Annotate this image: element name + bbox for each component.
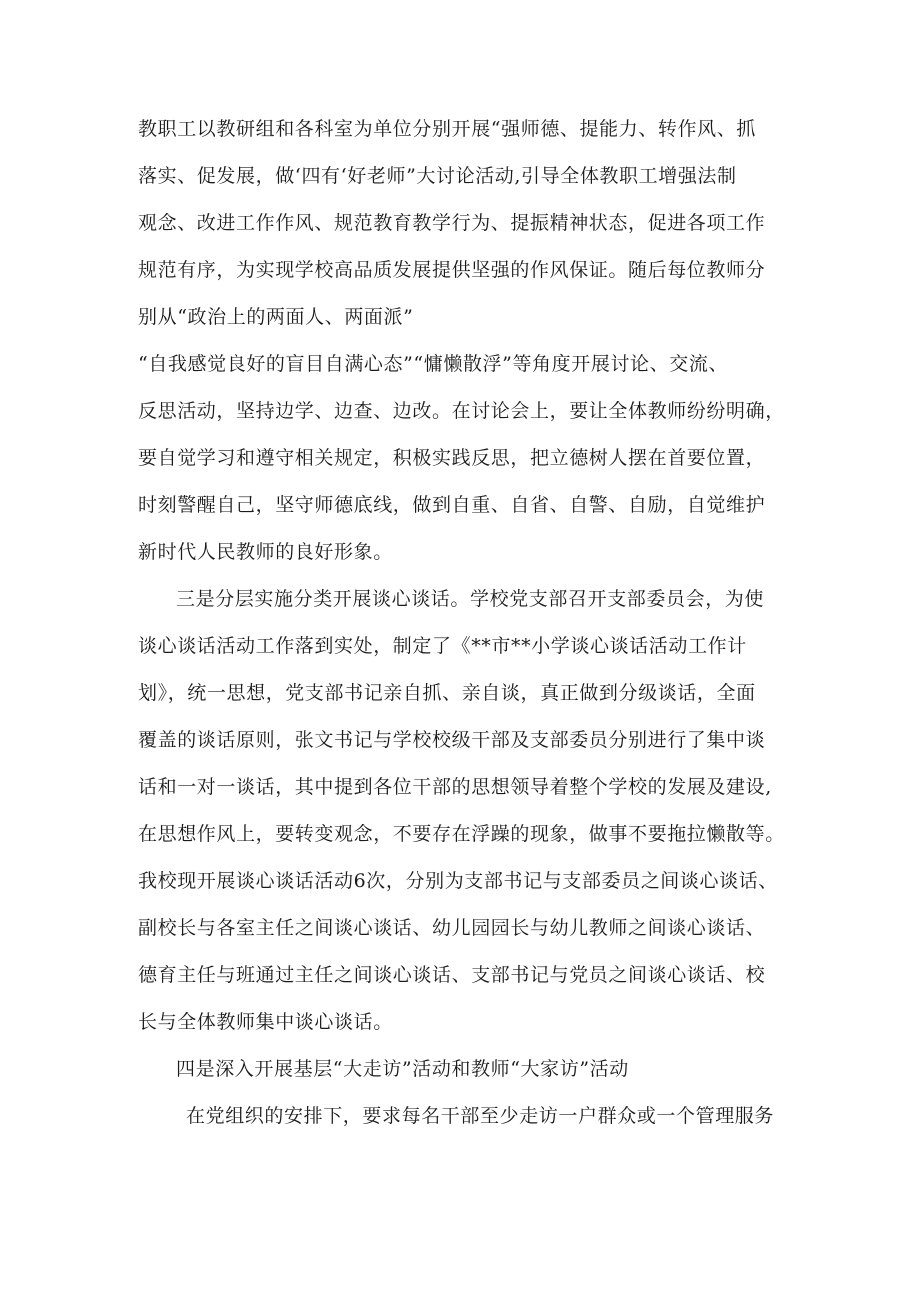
text-line-1: 教职工以教研组和各科室为单位分别开展“强师德、提能力、转作风、抓 <box>138 118 756 140</box>
text-line-19: 德育主任与班通过主任之间谈心谈话、支部书记与党员之间谈心谈话、校 <box>138 964 766 986</box>
text-line-3: 观念、改进工作作风、规范教育教学行为、提振精神状态，促进各项工作 <box>138 212 766 234</box>
text-line-2: 落实、促发展，做‘四有‘好老师”大讨论活动,引导全体教职工增强法制 <box>138 165 737 187</box>
text-line-17: 我校现开展谈心谈话活动6次，分别为支部书记与支部委员之间谈心谈话、 <box>138 870 778 892</box>
text-line-18: 副校长与各室主任之间谈心谈话、幼儿园园长与幼儿教师之间谈心谈话、 <box>138 917 766 939</box>
text-line-15: 话和一对一谈话，其中提到各位干部的思想领导着整个学校的发展及建设, <box>138 776 772 798</box>
text-line-13: 划》，统一思想，党支部书记亲自抓、亲自谈，真正做到分级谈话，全面 <box>138 682 756 704</box>
text-line-21: 四是深入开展基层“大走访”活动和教师“大家访”活动 <box>176 1058 629 1080</box>
text-line-14: 覆盖的谈话原则，张文书记与学校校级干部及支部委员分别进行了集中谈 <box>138 729 766 751</box>
text-line-11: 三是分层实施分类开展谈心谈话。学校党支部召开支部委员会，为使 <box>176 588 765 610</box>
text-line-12: 谈心谈话活动工作落到实处，制定了《**市**小学谈心谈话活动工作计 <box>138 635 747 657</box>
text-line-4: 规范有序，为实现学校高品质发展提供坚强的作风保证。随后每位教师分 <box>138 259 766 281</box>
text-line-7: 反思活动，坚持边学、边查、边改。在讨论会上，要让全体教师纷纷明确， <box>138 400 785 422</box>
text-line-22: 在党组织的安排下，要求每名干部至少走访一户群众或一个管理服务 <box>186 1105 775 1127</box>
text-line-16: 在思想作风上，要转变观念，不要存在浮躁的现象，做事不要拖拉懒散等。 <box>138 823 785 845</box>
text-line-9: 时刻警醒自己，坚守师德底线，做到自重、自省、自警、自励，自觉维护 <box>138 494 766 516</box>
text-line-10: 新时代人民教师的良好形象。 <box>138 541 393 563</box>
text-line-6: “自我感觉良好的盲目自满心态”“慵懒散浮”等角度开展讨论、交流、 <box>138 353 729 375</box>
text-line-20: 长与全体教师集中谈心谈话。 <box>138 1011 393 1033</box>
text-line-5: 别从“政治上的两面人、两面派” <box>138 306 414 328</box>
text-line-8: 要自觉学习和遵守相关规定，积极实践反思，把立德树人摆在首要位置， <box>138 447 766 469</box>
